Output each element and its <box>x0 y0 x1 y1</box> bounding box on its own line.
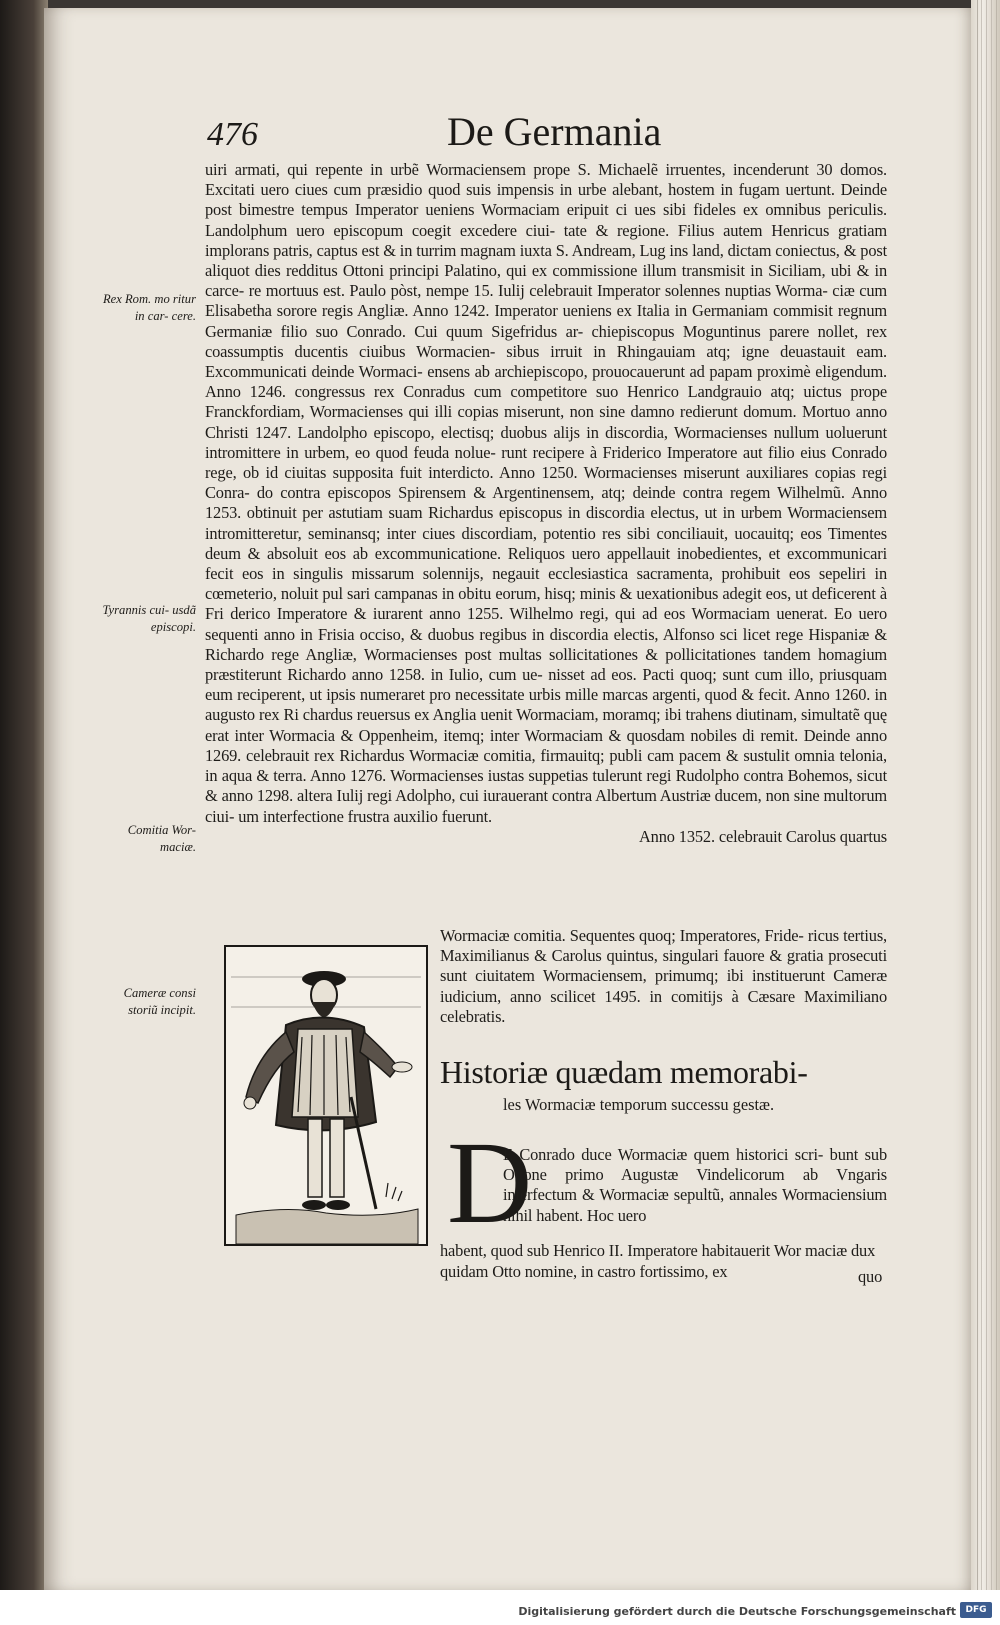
dfg-logo: DFG <box>960 1602 992 1618</box>
woodcut-figure-icon <box>226 947 426 1244</box>
book-binding-shadow <box>0 0 48 1590</box>
footer-credit: Digitalisierung gefördert durch die Deutsche Forschungsgemeinschaft <box>518 1605 956 1618</box>
margin-note-comitia: Comitia Wor- maciæ. <box>127 823 196 854</box>
margin-note-tyrannis: Tyrannis cui- usdã episcopi. <box>102 603 196 634</box>
page-edges <box>971 0 1000 1590</box>
page-number: 476 <box>207 116 258 153</box>
main-paragraph: uiri armati, qui repente in urbẽ Wormaciensem prope S. Michaelẽ irruentes, incenderunt 30 domos. Excitati uero ciues cum præsidio quod suis impensis in urbe alebant, hostem in fugam uertunt. Deinde post bimestre tempus Imperator ueniens Wormaciam eripuit ci ues sibi fideles ex omnibus periculis. Landolphum uero episcopum coegit excedere ciui- tate & regione. Filius autem Henricus gratiam implorans patris, captus est & in turrim magnam iuxta S. Andream, Lug ins land, dictam coniectus, & post aliquot dies redditus Ottoni principi Palatino, qui ex commissione illum transmisit in Siciliam, ubi & in carce- re mortuus est. Paulo pòst, nempe 15. Iulij celebrauit Imperator solennes nuptias Worma- ciæ cum Elisabetha sorore regis Angliæ. Anno 1242. Imperator ueniens ex Italia in Germaniam commisit regnum Germaniæ filio suo Conrado. Cui quum Sigefridus ar- chiepiscopus Moguntinus parere nollet, rex coassumptis ducentis ciuibus Wormacien- sibus irruit in Rhingauiam atq; igne deuastauit eam. Excommunicati deinde Wormaci- ensens ab archiepiscopo, prouocauerunt ad papam proximè eligendum. Anno 1246. congressus rex Conradus cum competitore suo Henrico Landgrauio atq; uictus prope Franckfordiam, Wormacienses qui illi copias miserunt, non sine damno redierunt domum. Mortuo anno Christi 1247. Landolpho episcopo, electisq; duobus alijs in discordia, Wormacienses nullum uoluerunt intromittere in urbem, eo quod feuda nolue- runt recipere à Friderico Imperatore aut filio eius Conrado rege, ob id ciuitas supposita fuit interdicto. Anno 1250. Wormacienses miserunt auxiliares copias regi Conra- do contra episcopos Spirensem & Argentinensem, atq; deinde contra regem Wilhelmũ. Anno 1253. obtinuit per astutiam suam Richardus episcopus in discordia electus, ut in urbem Wormaciensem intromitteretur, seminansq; inter ciues discordiam, potentio res sibi conciliauit, uocauitq; eos Timentes deum & absoluit eos ab excommunicatione. Reliquos uero appellauit inobedientes, et excommunicari fecit eos in singulis missarum solennijs, negauit ecclesiastica sacramenta, prohibuit eos sepeliri in cœmeterio, noluit pul sari campanas in obitu eorum, hisq; minis & uexationibus adegit eos, ut deficerent à Fri derico Imperatore & iurarent anno 1255. Wilhelmo regi, qui ad eos Wormaciam uenerat. Eo uero sequenti anno in Frisia occiso, & duobus regibus in discordia electis, Alfonso sci licet rege Hispaniæ & Richardo rege Angliæ, Wormacienses post multas sollicitationes & pollicitationes tandem homagium præstiterunt Richardo anno 1258. in Iulio, cum ue- nisset ad eos. Pacti quoq; sunt cum illo, priusquam eum reciperent, ut ipsis numeraret pro necessitate urbis mille marcas argenti, quod & fecit. Anno 1260. in augusto rex Ri chardus reuersus ex Anglia uenit Wormaciam, moramq; ibi trahens diutinam, simultatẽ quę erat inter Wormacia & Oppenheim, itemq; inter Wormaciam & quosdam nobiles di remit. Deinde anno 1269. celebrauit rex Richardus Wormaciæ comitia, firmauitq; publi cam pacem & sustulit omnia telonia, in aqua & terra. Anno 1276. Wormacienses iustas suppetias tulerunt regi Rudolpho contra Bohemos, sicut & anno 1298. altera Iulij regi Adolpho, cui iurauerant contra Albertum Austriæ ducem, non sine multorum ciui- um interfectione frustra auxilio fuerunt. <box>205 160 887 826</box>
standing-nobleman-woodcut <box>224 945 428 1246</box>
catchword: quo <box>858 1267 883 1286</box>
section-text-indented <box>503 1145 887 1226</box>
section-paragraph-full: habent, quod sub Henrico II. Imperatore habitauerit Wor maciæ dux quidam Otto nomine, in castro fortissimo, ex <box>440 1241 876 1281</box>
margin-note-rex: Rex Rom. mo ritur in car- cere. <box>102 292 196 323</box>
section-text-full <box>440 1225 887 1298</box>
running-title: De Germania <box>447 109 662 154</box>
section-subheading: les Wormaciæ temporum successu gestæ. <box>503 1095 775 1114</box>
margin-note-camerae: Cameræ consi storiũ incipit. <box>123 986 196 1017</box>
drop-capital: D <box>447 1117 533 1248</box>
right-column <box>440 926 887 1027</box>
section-heading: Historiæ quædam memorabi- <box>440 1054 808 1090</box>
main-text-block <box>205 160 887 847</box>
right-column-paragraph: Wormaciæ comitia. Sequentes quoq; Imperatores, Fride- ricus tertius, Maximilianus & Carolus quintus, singulari fauore & gratia prosecuti sunt ciuitatem Wormaciensem, primumq; ibi instituerunt Cameræ iudicium, anno scilicet 1495. in comitijs à Cæsare Maximiliano celebratis. <box>440 926 887 1026</box>
section-paragraph-indented: E Conrado duce Wormaciæ quem historici scri- bunt sub Ottone primo Augustæ Vindelicorum ab Vngaris interfectum & Wormaciæ sepultũ, annales Wormaciensium nihil habent. Hoc uero <box>503 1145 887 1225</box>
main-paragraph-tail: Anno 1352. celebrauit Carolus quartus <box>639 826 887 846</box>
